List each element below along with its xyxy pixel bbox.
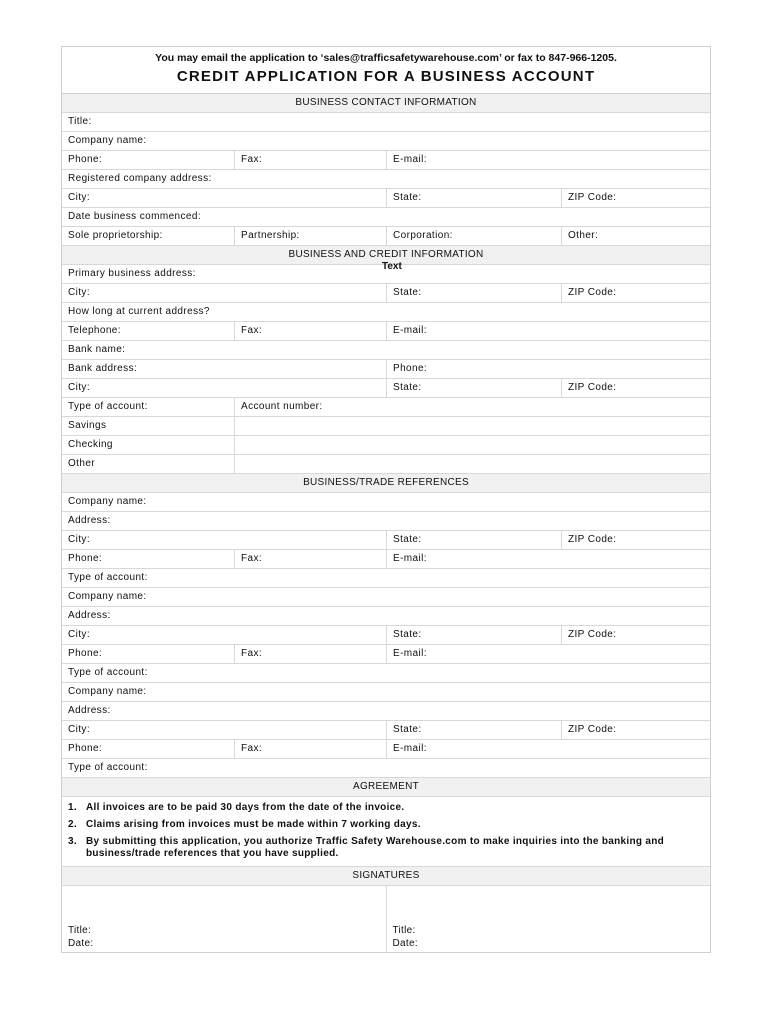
field-other[interactable]: Other: [561,227,710,245]
field-fax[interactable]: Fax: [234,322,386,340]
field-ref-address[interactable] [62,512,710,531]
section-agreement: AGREEMENT [62,778,710,797]
signature-area [62,886,710,952]
signature-title-label: Title: [392,925,416,936]
field-title[interactable] [62,113,710,132]
field-fax[interactable]: Fax: [234,740,386,758]
field-account-number-other[interactable] [234,455,710,473]
field-label: Company name: [68,686,147,697]
signature-date-label: Date: [68,938,94,949]
field-telephone[interactable]: Telephone: [68,325,121,336]
row-phone-fax-email [62,740,710,759]
field-email[interactable]: E-mail: [386,645,710,663]
row-phone-fax-email [62,550,710,569]
row-city-state-zip [62,379,710,398]
row-account [62,398,710,417]
field-city[interactable]: City: [68,382,90,393]
form-header [62,47,710,94]
field-ref-type-of-account[interactable] [62,759,710,778]
field-fax[interactable]: Fax: [234,550,386,568]
section-trade-references: BUSINESS/TRADE REFERENCES [62,474,710,493]
item-text: All invoices are to be paid 30 days from the date of the invoice. [86,802,405,813]
item-number: 2. [68,819,77,830]
field-label: Company name: [68,496,147,507]
field-ref-type-of-account[interactable] [62,664,710,683]
field-city[interactable]: City: [68,724,90,735]
item-number: 3. [68,836,77,847]
field-date-commenced[interactable] [62,208,710,227]
field-ref-company-name[interactable] [62,493,710,512]
field-sole-proprietorship[interactable]: Sole proprietorship: [68,230,163,241]
row-phone-fax-email [62,645,710,664]
field-city[interactable]: City: [68,287,90,298]
field-label: How long at current address? [68,306,210,317]
row-checking [62,436,710,455]
field-label: Date business commenced: [68,211,201,222]
text-stub: Text [382,261,402,272]
option-other[interactable]: Other [68,458,96,469]
signature-left[interactable] [62,886,386,952]
row-business-type [62,227,710,246]
field-phone[interactable]: Phone: [68,553,103,564]
field-bank-phone[interactable]: Phone: [386,360,710,378]
field-label: Address: [68,515,111,526]
row-savings [62,417,710,436]
field-zip[interactable]: ZIP Code: [561,379,710,397]
field-label: Type of account: [68,667,148,678]
signature-date-label: Date: [392,938,418,949]
field-state[interactable]: State: [386,189,561,207]
field-partnership[interactable]: Partnership: [234,227,386,245]
field-account-number-checking[interactable] [234,436,710,454]
field-email[interactable]: E-mail: [386,151,710,169]
field-fax[interactable]: Fax: [234,151,386,169]
signature-right[interactable] [386,886,711,952]
agreement-item [68,836,704,860]
row-telephone-fax-email [62,322,710,341]
field-city[interactable]: City: [68,534,90,545]
item-text: Claims arising from invoices must be made within 7 working days. [86,819,421,830]
section-signatures: SIGNATURES [62,867,710,886]
field-ref-address[interactable] [62,607,710,626]
field-ref-company-name[interactable] [62,588,710,607]
field-account-number[interactable]: Account number: [234,398,710,416]
agreement-item [68,802,704,814]
row-city-state-zip [62,626,710,645]
row-city-state-zip [62,189,710,208]
field-company-name[interactable] [62,132,710,151]
field-zip[interactable]: ZIP Code: [561,189,710,207]
field-label: Type of account: [68,572,148,583]
field-label: Type of account: [68,762,148,773]
field-state[interactable]: State: [386,626,561,644]
section-business-contact: BUSINESS CONTACT INFORMATION [62,94,710,113]
row-city-state-zip [62,531,710,550]
row-other [62,455,710,474]
option-checking[interactable]: Checking [68,439,113,450]
field-phone[interactable]: Phone: [68,648,103,659]
field-fax[interactable]: Fax: [234,645,386,663]
agreement-list [62,797,710,867]
field-city[interactable]: City: [68,192,90,203]
field-label: Primary business address: [68,268,196,279]
agreement-item [68,819,704,831]
field-corporation[interactable]: Corporation: [386,227,561,245]
field-registered-address[interactable] [62,170,710,189]
item-text: By submitting this application, you authorize Traffic Safety Warehouse.com to make inquiries into the banking and business/trade references that you have supplied. [86,836,665,859]
field-zip[interactable]: ZIP Code: [561,626,710,644]
form-title: CREDIT APPLICATION FOR A BUSINESS ACCOUNT [176,68,596,85]
reference-list [62,493,710,778]
email-fax-note: You may email the application to ‘sales@trafficsafetywarehouse.com’ or fax to 847-966-1205. [155,52,617,64]
field-state[interactable]: State: [386,721,561,739]
field-ref-company-name[interactable] [62,683,710,702]
field-zip[interactable]: ZIP Code: [561,531,710,549]
field-label: Address: [68,705,111,716]
field-zip[interactable]: ZIP Code: [561,721,710,739]
field-ref-type-of-account[interactable] [62,569,710,588]
option-savings[interactable]: Savings [68,420,107,431]
field-phone[interactable]: Phone: [68,154,103,165]
field-label: Company name: [68,591,147,602]
field-state[interactable]: State: [386,379,561,397]
field-how-long[interactable] [62,303,710,322]
field-primary-address[interactable] [62,261,710,284]
field-state[interactable]: State: [386,284,561,302]
field-email[interactable]: E-mail: [386,740,710,758]
field-label: Title: [68,116,92,127]
field-city[interactable]: City: [68,629,90,640]
field-zip[interactable]: ZIP Code: [561,284,710,302]
field-label: Bank name: [68,344,126,355]
signature-title-label: Title: [68,925,92,936]
row-city-state-zip [62,721,710,740]
section-business-credit: BUSINESS AND CREDIT INFORMATION [62,246,710,265]
row-phone-fax-email [62,151,710,170]
field-bank-name[interactable] [62,341,710,360]
field-type-of-account: Type of account: [68,401,148,412]
credit-application-form [61,46,711,953]
field-label: Registered company address: [68,173,212,184]
field-label: Address: [68,610,111,621]
row-bank-address-phone [62,360,710,379]
field-phone[interactable]: Phone: [68,743,103,754]
field-state[interactable]: State: [386,531,561,549]
field-email[interactable]: E-mail: [386,322,710,340]
field-bank-address[interactable]: Bank address: [68,363,138,374]
row-city-state-zip [62,284,710,303]
field-ref-address[interactable] [62,702,710,721]
item-number: 1. [68,802,77,813]
field-label: Company name: [68,135,147,146]
field-email[interactable]: E-mail: [386,550,710,568]
field-account-number-savings[interactable] [234,417,710,435]
